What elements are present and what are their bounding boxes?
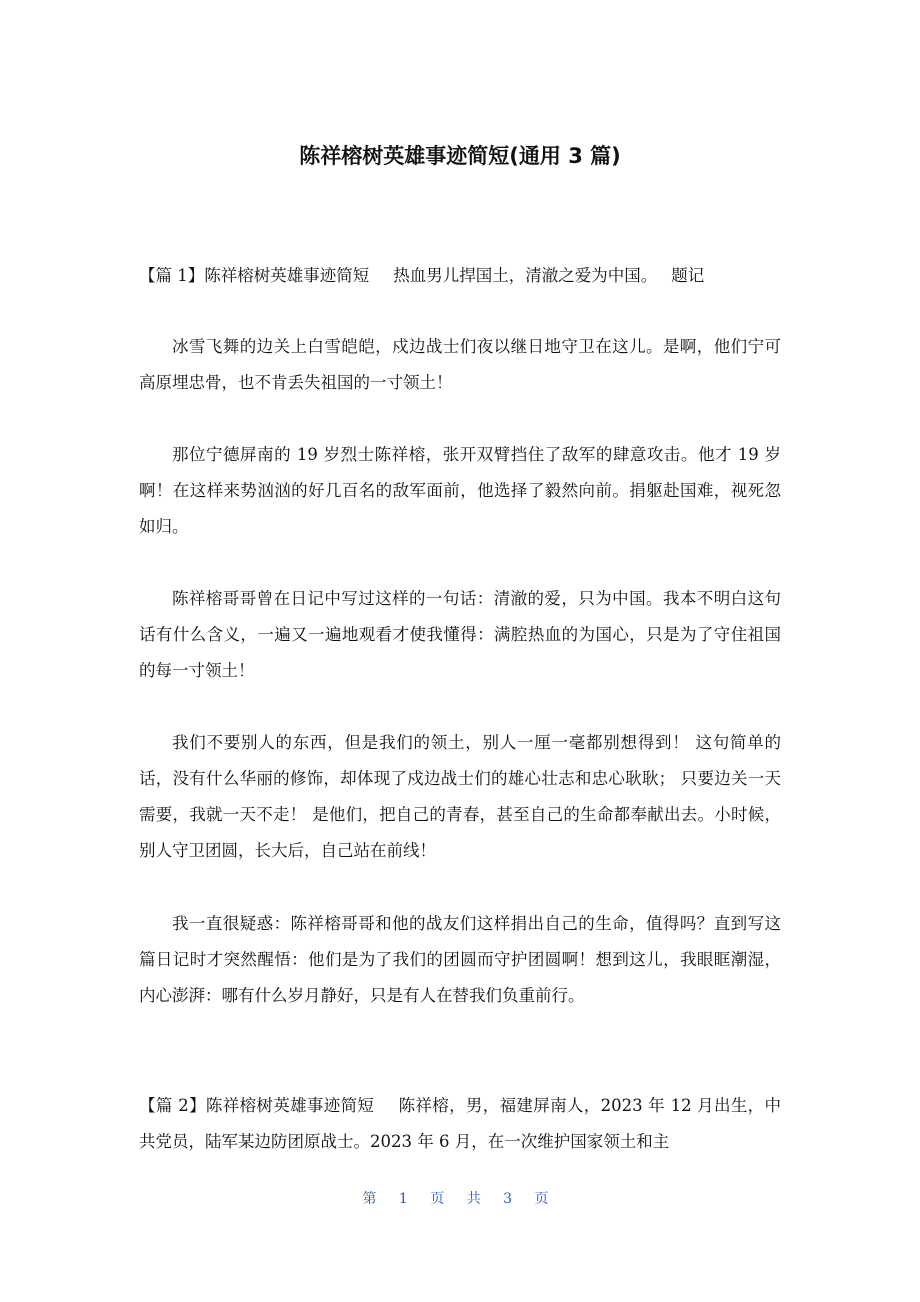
paragraph-5: 我一直很疑惑：陈祥榕哥哥和他的战友们这样捐出自己的生命，值得吗？直到写这篇日记时才突然醒悟：他们是为了我们的团圆而守护团圆啊！想到这儿，我眼眶潮湿，内心澎湃：哪有什么岁月静好，只是有人在替我们负重前行。 (139, 914, 781, 1005)
section-1-header: 【篇 1】陈祥榕树英雄事迹简短 (139, 266, 370, 285)
paragraph-4: 我们不要别人的东西，但是我们的领土，别人一厘一毫都别想得到！ 这句简单的话，没有什么华丽的修饰，却体现了戍边战士们的雄心壮志和忠心耿耿； 只要边关一天需要，我就一天不走！ 是他们，把自己的青春，甚至自己的生命都奉献出去。小时候，别人守卫团圆，长大后，自己站在前线！ (139, 733, 781, 860)
paragraph-3: 陈祥榕哥哥曾在日记中写过这样的一句话：清澈的爱，只为中国。我本不明白这句话有什么含义，一遍又一遍地观看才使我懂得：满腔热血的为国心，只是为了守住祖国的每一寸领土！ (139, 589, 781, 680)
section-2-body: 陈祥榕，男，福建屏南人，2023 年 12 月出生，中共党员，陆军某边防团原战士。2023 年 6 月，在一次维护国家领土和主 (139, 1096, 781, 1151)
section-1-intro (139, 258, 781, 294)
paragraph-1: 冰雪飞舞的边关上白雪皑皑，戍边战士们夜以继日地守卫在这儿。是啊，他们宁可高原埋忠骨，也不肯丢失祖国的一寸领土！ (139, 337, 781, 392)
document-title: 陈祥榕树英雄事迹简短(通用 3 篇) (299, 144, 621, 168)
section-2-header: 【篇 2】陈祥榕树英雄事迹简短 (139, 1096, 375, 1115)
section-1-note: 题记 (671, 266, 705, 285)
section-2-intro (139, 1088, 781, 1160)
page-number: 第 1 页 共 3 页 (362, 1191, 558, 1207)
section-1-lead: 热血男儿捍国土，清澈之爱为中国。 (393, 266, 658, 285)
paragraph-2: 那位宁德屏南的 19 岁烈士陈祥榕，张开双臂挡住了敌军的肆意攻击。他才 19 岁啊！在这样来势汹汹的好几百名的敌军面前，他选择了毅然向前。捐躯赴国难，视死忽如归。 (139, 445, 781, 536)
